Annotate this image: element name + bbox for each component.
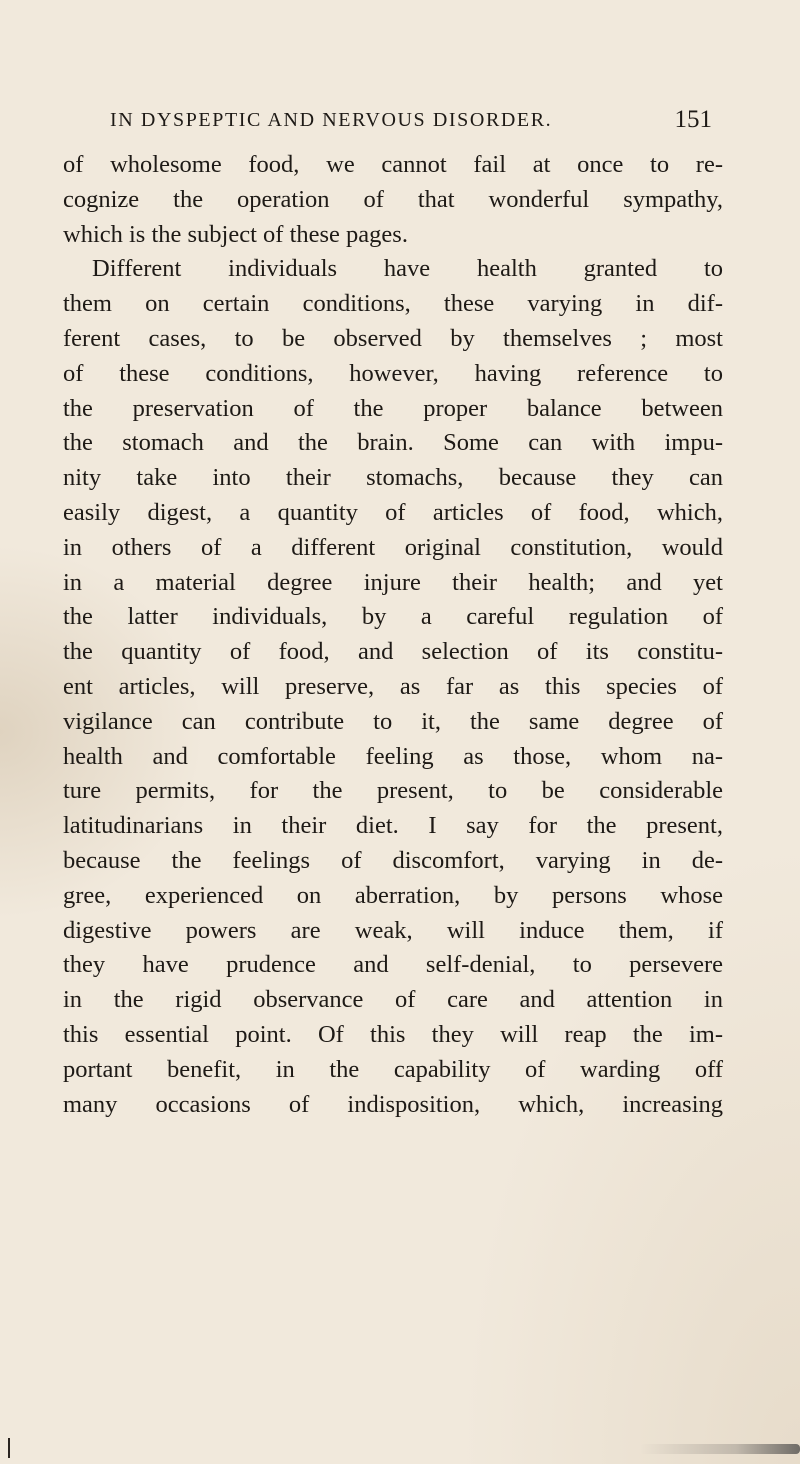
text-line: in others of a different original constitution, would xyxy=(63,533,723,561)
text-line: ent articles, will preserve, as far as this species of xyxy=(63,672,723,700)
running-head xyxy=(110,104,712,136)
text-line: the quantity of food, and selection of its constitu- xyxy=(63,638,723,666)
text-line: this essential point. Of this they will reap the im- xyxy=(63,1020,723,1048)
text-line: the preservation of the proper balance between xyxy=(63,394,723,422)
text-line: cognize the operation of that wonderful sympathy, xyxy=(63,185,723,213)
text-line: digestive powers are weak, will induce them, if xyxy=(63,916,723,944)
page-number: 151 xyxy=(674,106,712,133)
text-line: in the rigid observance of care and attention in xyxy=(63,986,723,1014)
text-line: latitudinarians in their diet. I say for the present, xyxy=(63,812,723,840)
text-line: gree, experienced on aberration, by persons whose xyxy=(63,881,723,909)
text-line: because the feelings of discomfort, varying in de- xyxy=(63,846,723,874)
text-line: in a material degree injure their health; and yet xyxy=(63,568,723,596)
scan-edge-mark xyxy=(8,1438,10,1458)
text-line: of these conditions, however, having reference to xyxy=(63,359,723,387)
text-line: health and comfortable feeling as those, whom na- xyxy=(63,742,723,770)
text-line: which is the subject of these pages. xyxy=(63,220,408,248)
text-line: ture permits, for the present, to be considerable xyxy=(63,777,723,805)
scan-smudge xyxy=(640,1444,800,1454)
text-line: ferent cases, to be observed by themselves ; most xyxy=(63,324,723,352)
running-title: IN DYSPEPTIC AND NERVOUS DISORDER. xyxy=(110,109,553,131)
text-line: they have prudence and self-denial, to persevere xyxy=(63,951,723,979)
text-line: the latter individuals, by a careful regulation of xyxy=(63,603,723,631)
text-line: Different individuals have health granted to xyxy=(92,255,723,283)
body-text xyxy=(63,148,723,1122)
text-line: many occasions of indisposition, which, increasing xyxy=(63,1090,723,1118)
text-line: easily digest, a quantity of articles of food, which, xyxy=(63,498,723,526)
text-line: them on certain conditions, these varying in dif- xyxy=(63,290,723,318)
text-line: of wholesome food, we cannot fail at once to re- xyxy=(63,151,723,178)
text-line: the stomach and the brain. Some can with impu- xyxy=(63,429,723,457)
text-line: nity take into their stomachs, because they can xyxy=(63,464,723,492)
text-line: vigilance can contribute to it, the same degree of xyxy=(63,707,723,735)
text-line: portant benefit, in the capability of warding off xyxy=(63,1055,723,1083)
